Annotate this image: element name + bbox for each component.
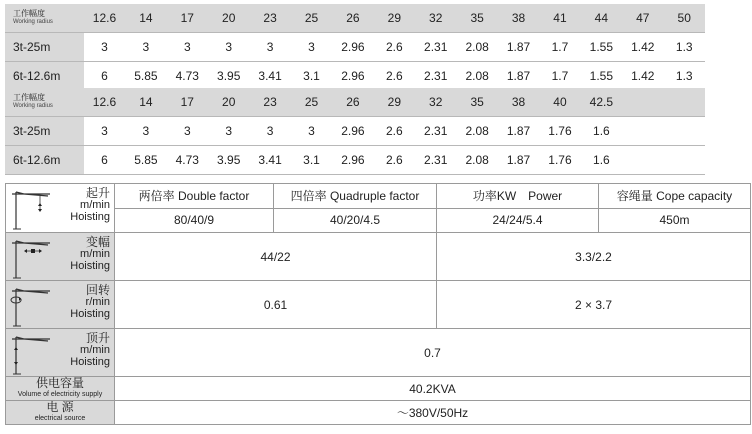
luffing-label: [6, 233, 115, 281]
radius-cell: 25: [291, 4, 332, 33]
load-cell: 2.08: [456, 146, 497, 175]
load-cell: 1.55: [581, 33, 622, 62]
slewing-row: [6, 281, 751, 329]
load-cell: 2.31: [415, 146, 456, 175]
load-row: [5, 146, 705, 175]
slewing-unit: r/min: [85, 296, 110, 308]
source-label: [6, 401, 115, 425]
load-cell: 1.87: [498, 146, 539, 175]
jacking-en: Hoisting: [70, 356, 110, 368]
load-cell: 2.31: [415, 62, 456, 91]
load-cell: 2.08: [456, 62, 497, 91]
radius-cell: 17: [167, 88, 208, 117]
load-cell: 3: [249, 33, 290, 62]
load-cell: 1.3: [663, 62, 705, 91]
radius-header-label: 工作幅度 Working radius: [5, 4, 84, 33]
crane-jacking-icon: [10, 333, 52, 375]
radius-cell: 17: [167, 4, 208, 33]
load-cell: 1.87: [498, 33, 539, 62]
radius-cell: 29: [374, 4, 415, 33]
radius-cell: 26: [332, 4, 373, 33]
supply-zh: 供电容量: [35, 375, 84, 390]
luffing-value-2: 3.3/2.2: [437, 233, 751, 281]
empty-cell: [622, 146, 663, 175]
luffing-unit: m/min: [80, 248, 110, 260]
jacking-value: 0.7: [115, 329, 751, 377]
load-cell: 1.76: [539, 117, 580, 146]
hoisting-zh: 起升: [85, 186, 110, 200]
empty-cell: [663, 146, 705, 175]
load-cell: 1.7: [539, 33, 580, 62]
supply-row: [6, 377, 751, 401]
radius-cell: 12.6: [84, 88, 125, 117]
radius-cell: 35: [456, 88, 497, 117]
load-cell: 3: [208, 117, 249, 146]
row-label: 6t-12.6m: [5, 146, 84, 175]
radius-cell: 42.5: [581, 88, 622, 117]
load-cell: 3: [291, 33, 332, 62]
radius-cell: 20: [208, 88, 249, 117]
slewing-label: [6, 281, 115, 329]
load-cell: 4.73: [167, 62, 208, 91]
load-cell: 1.76: [539, 146, 580, 175]
crane-hoist-icon: [10, 188, 52, 230]
slewing-zh: 回转: [85, 283, 110, 297]
load-row: [5, 33, 705, 62]
load-cell: 1.3: [663, 33, 705, 62]
supply-en: Volume of electricity supply: [17, 390, 103, 398]
load-cell: 1.55: [581, 62, 622, 91]
load-cell: 5.85: [125, 62, 166, 91]
load-cell: 3.1: [291, 146, 332, 175]
radius-cell: 50: [663, 4, 705, 33]
radius-cell: 32: [415, 88, 456, 117]
load-cell: 2.96: [332, 146, 373, 175]
jacking-unit: m/min: [80, 344, 110, 356]
radius-header-row: [5, 4, 705, 33]
slewing-value-2: 2 × 3.7: [437, 281, 751, 329]
slewing-en: Hoisting: [70, 308, 110, 320]
radius-cell: 12.6: [84, 4, 125, 33]
jacking-zh: 顶升: [85, 331, 110, 345]
load-cell: 2.31: [415, 117, 456, 146]
row-label: 3t-25m: [5, 33, 84, 62]
radius-cell: 32: [415, 4, 456, 33]
row-label: 6t-12.6m: [5, 62, 84, 91]
load-cell: 2.08: [456, 117, 497, 146]
load-cell: 3.95: [208, 62, 249, 91]
quadruple-factor-value: 40/20/4.5: [274, 208, 437, 233]
load-cell: 2.96: [332, 117, 373, 146]
load-cell: 3.41: [249, 62, 290, 91]
load-cell: 3: [84, 117, 125, 146]
radius-cell: 23: [249, 4, 290, 33]
luffing-en: Hoisting: [70, 260, 110, 272]
load-cell: 3.95: [208, 146, 249, 175]
source-row: [6, 401, 751, 425]
load-cell: 6: [84, 146, 125, 175]
supply-value: 40.2KVA: [115, 377, 751, 401]
double-factor-value: 80/40/9: [115, 208, 274, 233]
load-row: [5, 62, 705, 91]
supply-label: [6, 377, 115, 401]
load-table-1: [5, 4, 705, 91]
load-cell: 2.6: [374, 33, 415, 62]
luffing-zh: 变幅: [85, 235, 110, 249]
radius-cell: 14: [125, 88, 166, 117]
empty-cell: [622, 117, 663, 146]
radius-cell: 47: [622, 4, 663, 33]
load-cell: 3: [208, 33, 249, 62]
row-label: 3t-25m: [5, 117, 84, 146]
load-cell: 2.6: [374, 62, 415, 91]
radius-header-row: [5, 88, 705, 117]
load-cell: 6: [84, 62, 125, 91]
empty-cell: [622, 88, 663, 117]
luffing-value-1: 44/22: [115, 233, 437, 281]
hoisting-label: [6, 184, 115, 233]
load-cell: 1.7: [539, 62, 580, 91]
empty-cell: [663, 88, 705, 117]
load-cell: 2.96: [332, 33, 373, 62]
load-cell: 3: [167, 117, 208, 146]
load-cell: 3: [125, 117, 166, 146]
radius-cell: 23: [249, 88, 290, 117]
hoisting-header-row: [6, 184, 751, 209]
load-cell: 3.1: [291, 62, 332, 91]
load-row: [5, 117, 705, 146]
empty-cell: [663, 117, 705, 146]
load-cell: 3: [84, 33, 125, 62]
crane-luffing-icon: [10, 237, 52, 279]
radius-cell: 26: [332, 88, 373, 117]
power-value: 24/24/5.4: [437, 208, 599, 233]
hoisting-unit: m/min: [80, 199, 110, 211]
load-cell: 4.73: [167, 146, 208, 175]
radius-cell: 14: [125, 4, 166, 33]
load-cell: 1.87: [498, 117, 539, 146]
load-cell: 2.96: [332, 62, 373, 91]
radius-cell: 25: [291, 88, 332, 117]
load-cell: 1.87: [498, 62, 539, 91]
radius-cell: 38: [498, 88, 539, 117]
radius-cell: 40: [539, 88, 580, 117]
capacity-value: 450m: [599, 208, 751, 233]
radius-header-label: 工作幅度 Working radius: [5, 88, 84, 117]
specs-table: [5, 183, 751, 425]
hoisting-en: Hoisting: [70, 211, 110, 223]
load-cell: 2.31: [415, 33, 456, 62]
quadruple-factor-header: 四倍率 Quadruple factor: [274, 184, 437, 209]
hoisting-values-row: [6, 208, 751, 233]
double-factor-header: 两倍率 Double factor: [115, 184, 274, 209]
capacity-header: 容绳量 Cope capacity: [599, 184, 751, 209]
load-cell: 2.6: [374, 117, 415, 146]
load-cell: 3.41: [249, 146, 290, 175]
power-header: 功率KW Power: [437, 184, 599, 209]
radius-cell: 20: [208, 4, 249, 33]
source-value: ～380V/50Hz: [115, 401, 751, 425]
load-cell: 1.42: [622, 62, 663, 91]
load-cell: 3: [249, 117, 290, 146]
slewing-value-1: 0.61: [115, 281, 437, 329]
load-cell: 5.85: [125, 146, 166, 175]
radius-cell: 41: [539, 4, 580, 33]
load-cell: 2.6: [374, 146, 415, 175]
source-en: electrical source: [34, 414, 86, 422]
load-cell: 1.6: [581, 146, 622, 175]
jacking-row: [6, 329, 751, 377]
crane-slewing-icon: [10, 285, 52, 327]
load-cell: 3: [167, 33, 208, 62]
load-cell: 1.42: [622, 33, 663, 62]
load-cell: 1.6: [581, 117, 622, 146]
radius-cell: 29: [374, 88, 415, 117]
jacking-label: [6, 329, 115, 377]
luffing-row: [6, 233, 751, 281]
radius-cell: 38: [498, 4, 539, 33]
load-cell: 3: [291, 117, 332, 146]
load-cell: 3: [125, 33, 166, 62]
load-cell: 2.08: [456, 33, 497, 62]
radius-cell: 35: [456, 4, 497, 33]
source-zh: 电 源: [46, 399, 74, 414]
radius-cell: 44: [581, 4, 622, 33]
load-table-2: [5, 88, 705, 175]
